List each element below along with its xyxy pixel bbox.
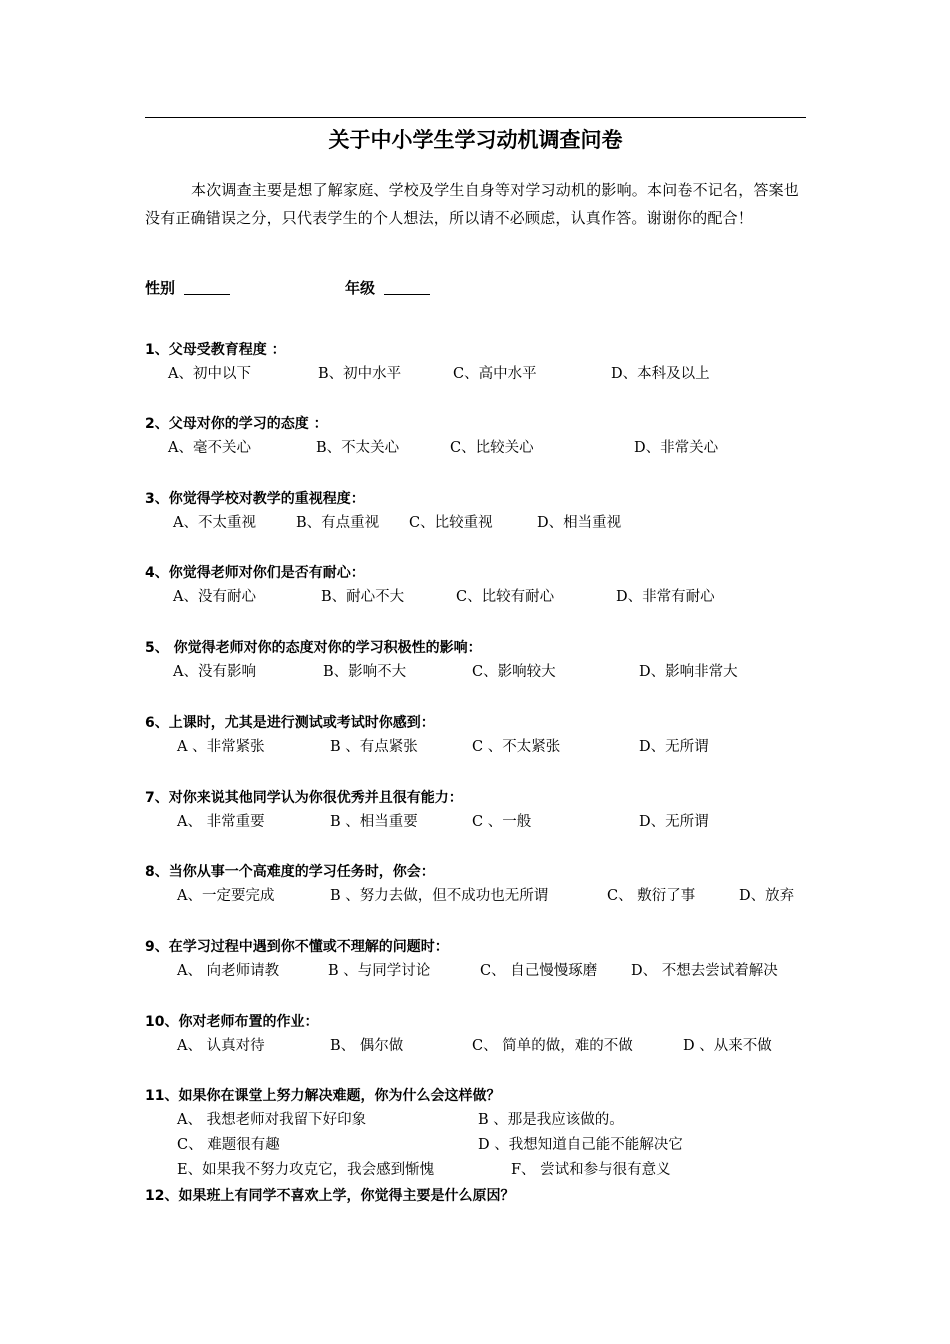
question-text: 4、你觉得老师对你们是否有耐心： (145, 565, 365, 581)
options-row (145, 660, 815, 685)
options-row (145, 436, 815, 461)
grade-blank[interactable] (384, 278, 430, 295)
options-row (145, 585, 815, 610)
options-row (145, 1108, 815, 1133)
question-text: 2、父母对你的学习的态度 ： (145, 416, 328, 432)
option-a[interactable]: A、毫不关心 (168, 440, 251, 456)
options-row (145, 884, 815, 909)
option-b[interactable]: B 、相当重要 (330, 814, 418, 830)
options-row (145, 959, 815, 984)
option-c[interactable]: C 、一般 (472, 814, 532, 830)
option-c[interactable]: C、比较有耐心 (456, 589, 555, 605)
option-b[interactable]: B、 偶尔做 (330, 1038, 404, 1054)
option-b[interactable]: B、有点重视 (296, 515, 380, 531)
option-c[interactable]: C、 自己慢慢琢磨 (480, 963, 598, 979)
option-b[interactable]: B、影响不大 (323, 664, 407, 680)
question-12 (145, 1184, 815, 1208)
question-3 (145, 487, 815, 536)
gender-blank[interactable] (184, 278, 230, 295)
option-f[interactable]: F、 尝试和参与很有意义 (511, 1162, 671, 1178)
option-c[interactable]: C、比较重视 (409, 515, 493, 531)
gender-label: 性别 (145, 279, 176, 297)
header-rule (145, 117, 806, 118)
option-b[interactable]: B、耐心不大 (321, 589, 405, 605)
question-text: 9、在学习过程中遇到你不懂或不理解的问题时： (145, 939, 449, 955)
page-title: 关于中小学生学习动机调查问卷 (328, 128, 623, 152)
question-text: 11、如果你在课堂上努力解决难题，你为什么会这样做？ (145, 1088, 501, 1104)
question-text: 1、父母受教育程度 ： (145, 342, 286, 358)
option-c[interactable]: C、比较关心 (450, 440, 534, 456)
option-d[interactable]: D、非常关心 (634, 440, 719, 456)
option-d[interactable]: D、本科及以上 (611, 366, 710, 382)
question-text: 12、如果班上有同学不喜欢上学，你觉得主要是什么原因？ (145, 1188, 515, 1204)
option-c[interactable]: C、 简单的做，难的不做 (472, 1038, 633, 1054)
option-a[interactable]: A 、非常紧张 (177, 739, 265, 755)
option-a[interactable]: A、一定要完成 (177, 888, 275, 904)
grade-field (345, 276, 430, 300)
option-a[interactable]: A、 非常重要 (177, 814, 265, 830)
options-row (145, 1034, 815, 1059)
option-d[interactable]: D、无所谓 (639, 814, 709, 830)
options-row (145, 810, 815, 835)
option-d[interactable]: D、无所谓 (639, 739, 709, 755)
options-row (145, 1133, 815, 1158)
option-c[interactable]: C、高中水平 (453, 366, 537, 382)
option-b[interactable]: B 、努力去做，但不成功也无所谓 (330, 888, 549, 904)
question-text: 5、 你觉得老师对你的态度对你的学习积极性的影响： (145, 640, 482, 656)
question-text: 6、上课时，尤其是进行测试或考试时你感到： (145, 715, 435, 731)
question-11 (145, 1084, 815, 1183)
question-5 (145, 636, 815, 685)
option-d[interactable]: D 、从来不做 (683, 1038, 772, 1054)
option-d[interactable]: D、放弃 (739, 888, 795, 904)
option-d[interactable]: D、相当重视 (537, 515, 622, 531)
option-b[interactable]: B、不太关心 (316, 440, 400, 456)
intro-paragraph: 本次调查主要是想了解家庭、学校及学生自身等对学习动机的影响。本问卷不记名，答案也没有正确错误之分，只代表学生的个人想法，所以请不必顾虑，认真作答。谢谢你的配合！ (145, 181, 800, 227)
options-row (145, 1158, 815, 1183)
option-a[interactable]: A、不太重视 (173, 515, 256, 531)
question-10 (145, 1010, 815, 1059)
question-8 (145, 860, 815, 909)
option-b[interactable]: B 、有点紧张 (330, 739, 418, 755)
option-d[interactable]: D 、我想知道自己能不能解决它 (478, 1137, 683, 1153)
option-c[interactable]: C、 难题很有趣 (177, 1137, 280, 1153)
question-9 (145, 935, 815, 984)
option-a[interactable]: A、 向老师请教 (177, 963, 280, 979)
option-a[interactable]: A、没有耐心 (173, 589, 256, 605)
option-c[interactable]: C、 敷衍了事 (607, 888, 696, 904)
option-b[interactable]: B、初中水平 (318, 366, 402, 382)
question-2 (145, 412, 815, 461)
option-b[interactable]: B 、与同学讨论 (328, 963, 431, 979)
option-c[interactable]: C、影响较大 (472, 664, 556, 680)
option-c[interactable]: C 、不太紧张 (472, 739, 561, 755)
option-e[interactable]: E、如果我不努力攻克它，我会感到惭愧 (177, 1162, 435, 1178)
gender-field (145, 276, 230, 300)
question-text: 8、当你从事一个高难度的学习任务时，你会： (145, 864, 435, 880)
options-row (145, 511, 815, 536)
question-7 (145, 786, 815, 835)
question-1 (145, 338, 815, 387)
question-text: 7、对你来说其他同学认为你很优秀并且很有能力： (145, 790, 463, 806)
option-a[interactable]: A、初中以下 (168, 366, 251, 382)
question-6 (145, 711, 815, 760)
option-d[interactable]: D、 不想去尝试着解决 (631, 963, 778, 979)
question-4 (145, 561, 815, 610)
question-text: 10、你对老师布置的作业： (145, 1014, 319, 1030)
option-d[interactable]: D、非常有耐心 (616, 589, 715, 605)
question-text: 3、你觉得学校对教学的重视程度： (145, 491, 365, 507)
option-a[interactable]: A、没有影响 (173, 664, 256, 680)
options-row (145, 735, 815, 760)
option-d[interactable]: D、影响非常大 (639, 664, 738, 680)
option-a[interactable]: A、 我想老师对我留下好印象 (177, 1112, 367, 1128)
options-row (145, 362, 815, 387)
option-a[interactable]: A、 认真对待 (177, 1038, 265, 1054)
grade-label: 年级 (345, 279, 376, 297)
option-b[interactable]: B 、那是我应该做的。 (478, 1112, 624, 1128)
